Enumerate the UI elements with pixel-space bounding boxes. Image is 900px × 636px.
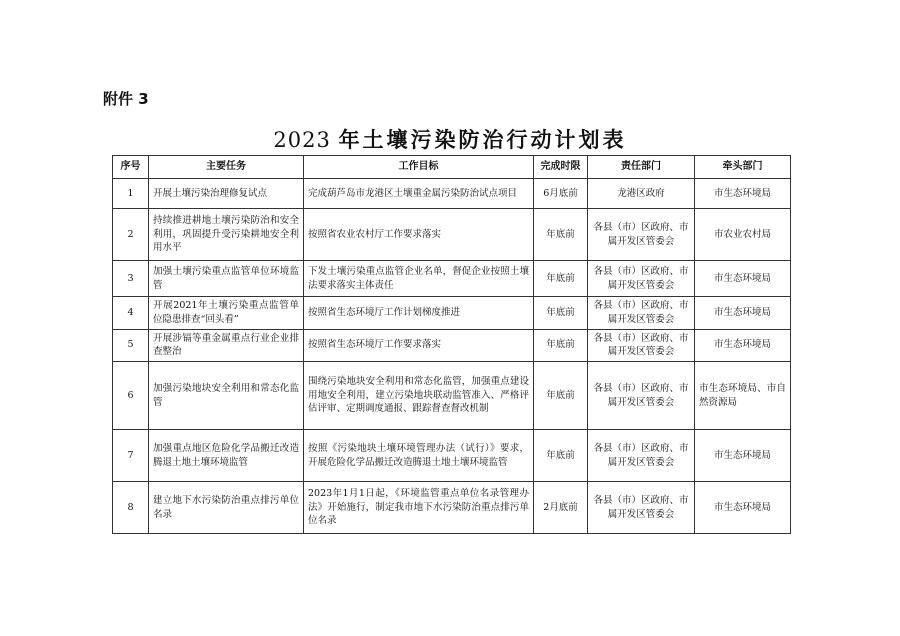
cell-no: 1 bbox=[113, 179, 149, 209]
cell-goal: 完成葫芦岛市龙港区土壤重金属污染防治试点项目 bbox=[304, 179, 534, 209]
cell-responsible: 各县（市）区政府、市属开发区管委会 bbox=[588, 482, 695, 534]
table-row bbox=[113, 179, 791, 209]
cell-responsible: 各县（市）区政府、市属开发区管委会 bbox=[588, 261, 695, 297]
cell-lead: 市生态环境局 bbox=[695, 297, 791, 330]
cell-lead: 市生态环境局 bbox=[695, 261, 791, 297]
cell-deadline: 年底前 bbox=[534, 430, 588, 482]
cell-lead: 市生态环境局、市自然资源局 bbox=[695, 362, 791, 430]
header-task: 主要任务 bbox=[149, 156, 304, 179]
table-row bbox=[113, 430, 791, 482]
cell-task: 开展2021年土壤污染重点监管单位隐患排查“回头看” bbox=[149, 297, 304, 330]
cell-no: 4 bbox=[113, 297, 149, 330]
cell-no: 6 bbox=[113, 362, 149, 430]
cell-task: 加强土壤污染重点监管单位环境监管 bbox=[149, 261, 304, 297]
cell-goal: 按照《污染地块土壤环境管理办法（试行）》要求，开展危险化学品搬迁改造腾退土地土壤环境监管 bbox=[304, 430, 534, 482]
table-row bbox=[113, 482, 791, 534]
cell-goal: 按照省生态环境厅工作计划梯度推进 bbox=[304, 297, 534, 330]
header-goal: 工作目标 bbox=[304, 156, 534, 179]
cell-no: 8 bbox=[113, 482, 149, 534]
cell-responsible: 各县（市）区政府、市属开发区管委会 bbox=[588, 329, 695, 362]
cell-task: 开展涉镉等重金属重点行业企业排查整治 bbox=[149, 329, 304, 362]
cell-responsible: 各县（市）区政府、市属开发区管委会 bbox=[588, 362, 695, 430]
cell-responsible: 各县（市）区政府、市属开发区管委会 bbox=[588, 209, 695, 261]
action-plan-table bbox=[112, 155, 791, 534]
header-lead: 牵头部门 bbox=[695, 156, 791, 179]
title-text: 年土壤污染防治行动计划表 bbox=[338, 127, 627, 152]
cell-goal: 按照省生态环境厅工作要求落实 bbox=[304, 329, 534, 362]
cell-lead: 市农业农村局 bbox=[695, 209, 791, 261]
cell-task: 建立地下水污染防治重点排污单位名录 bbox=[149, 482, 304, 534]
cell-lead: 市生态环境局 bbox=[695, 179, 791, 209]
cell-deadline: 年底前 bbox=[534, 261, 588, 297]
cell-no: 3 bbox=[113, 261, 149, 297]
cell-no: 5 bbox=[113, 329, 149, 362]
cell-task: 开展土壤污染治理修复试点 bbox=[149, 179, 304, 209]
cell-task: 加强重点地区危险化学品搬迁改造腾退土地土壤环境监管 bbox=[149, 430, 304, 482]
cell-goal: 围绕污染地块安全利用和常态化监管，加强重点建设用地安全利用，建立污染地块联动监管准入、严格评估评审、定期调度通报、跟踪督查督改机制 bbox=[304, 362, 534, 430]
attachment-label: 附件 3 bbox=[103, 90, 149, 108]
cell-lead: 市生态环境局 bbox=[695, 482, 791, 534]
cell-deadline: 年底前 bbox=[534, 362, 588, 430]
cell-task: 持续推进耕地土壤污染防治和安全利用，巩固提升受污染耕地安全利用水平 bbox=[149, 209, 304, 261]
table-row bbox=[113, 362, 791, 430]
table-row bbox=[113, 209, 791, 261]
cell-responsible: 各县（市）区政府、市属开发区管委会 bbox=[588, 297, 695, 330]
table-row bbox=[113, 297, 791, 330]
header-deadline: 完成时限 bbox=[534, 156, 588, 179]
cell-task: 加强污染地块安全利用和常态化监管 bbox=[149, 362, 304, 430]
cell-deadline: 6月底前 bbox=[534, 179, 588, 209]
table-header-row bbox=[113, 156, 791, 179]
cell-responsible: 各县（市）区政府、市属开发区管委会 bbox=[588, 430, 695, 482]
title-year: 2023 bbox=[273, 128, 331, 152]
cell-goal: 2023年1月1日起，《环境监管重点单位名录管理办法》开始施行，制定我市地下水污染防治重点排污单位名录 bbox=[304, 482, 534, 534]
cell-deadline: 年底前 bbox=[534, 329, 588, 362]
header-responsible: 责任部门 bbox=[588, 156, 695, 179]
cell-no: 7 bbox=[113, 430, 149, 482]
cell-goal: 按照省农业农村厅工作要求落实 bbox=[304, 209, 534, 261]
cell-no: 2 bbox=[113, 209, 149, 261]
cell-goal: 下发土壤污染重点监管企业名单，督促企业按照土壤法要求落实主体责任 bbox=[304, 261, 534, 297]
table-row bbox=[113, 261, 791, 297]
header-no: 序号 bbox=[113, 156, 149, 179]
cell-deadline: 年底前 bbox=[534, 209, 588, 261]
cell-lead: 市生态环境局 bbox=[695, 329, 791, 362]
cell-lead: 市生态环境局 bbox=[695, 430, 791, 482]
cell-deadline: 2月底前 bbox=[534, 482, 588, 534]
cell-deadline: 年底前 bbox=[534, 297, 588, 330]
cell-responsible: 龙港区政府 bbox=[588, 179, 695, 209]
document-title bbox=[0, 124, 900, 154]
table-row bbox=[113, 329, 791, 362]
